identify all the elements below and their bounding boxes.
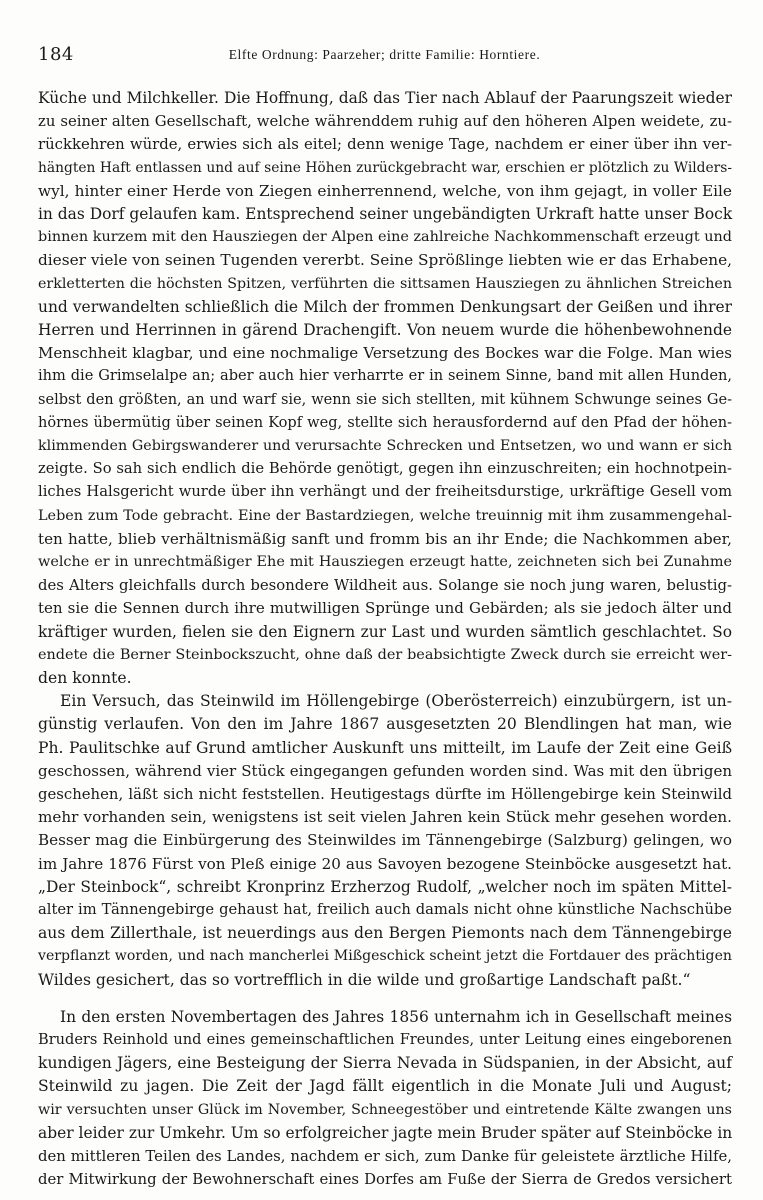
text-line: dieser viele von seinen Tugenden vererbt. Seine Sprößlinge liebten wie er das Erhabene, bbox=[38, 251, 732, 270]
text-line: klimmenden Gebirgswanderer und verursachte Schrecken und Entsetzen, wo und wann er sich bbox=[38, 438, 732, 454]
text-line: günstig verlaufen. Von den im Jahre 1867 ausgesetzten 20 Blendlingen hat man, wie bbox=[38, 715, 732, 734]
text-line: Bruders Reinhold und eines gemeinschaftlichen Freundes, unter Leitung eines eingeborenen bbox=[38, 1031, 732, 1048]
text-line: binnen kurzem mit den Hausziegen der Alpen eine zahlreiche Nachkommenschaft erzeugt und bbox=[38, 229, 732, 246]
text-line: Menschheit klagbar, und eine nochmalige Versetzung des Bockes war die Folge. Man wies bbox=[38, 344, 732, 363]
text-line: Steinwild zu jagen. Die Zeit der Jagd fällt eigentlich in die Monate Juli und August; bbox=[38, 1077, 732, 1096]
text-line: endete die Berner Steinbockszucht, ohne daß der beabsichtigte Zweck durch sie erreicht wer- bbox=[38, 646, 732, 663]
text-line: Ein Versuch, das Steinwild im Höllengebirge (Oberösterreich) einzubürgern, ist un- bbox=[60, 692, 732, 711]
running-head: Elfte Ordnung: Paarzeher; dritte Familie: Horntiere. bbox=[228, 47, 541, 62]
text-line: geschehen, läßt sich nicht feststellen. Heutigestags dürfte im Höllengebirge kein Steinwild bbox=[38, 785, 732, 803]
text-line: hörnes übermütig über seinen Kopf weg, stellte sich herausfordernd auf den Pfad der höhen- bbox=[38, 413, 732, 431]
text-line: kräftiger wurden, fielen sie den Eignern zur Last und wurden sämtlich geschlachtet. So bbox=[38, 622, 732, 641]
text-line: aus dem Zillerthale, ist neuerdings aus den Bergen Piemonts nach dem Tännengebirge bbox=[38, 924, 732, 943]
text-line: aber leider zur Umkehr. Um so erfolgreicher jagte mein Bruder später auf Steinböcke in bbox=[38, 1123, 733, 1142]
text-line: erkletterten die höchsten Spitzen, verführten die sittsamen Hausziegen zu ähnlichen Streichen bbox=[38, 275, 732, 292]
text-line: mehr vorhanden sein, wenigstens ist seit vielen Jahren kein Stück mehr gesehen worden. bbox=[38, 808, 732, 827]
text-line: hängten Haft entlassen und auf seine Höhen zurückgebracht war, erschien er plötzlich zu Wilders- bbox=[38, 159, 732, 176]
text-line: kundigen Jägers, eine Besteigung der Sierra Nevada in Südspanien, in der Absicht, auf bbox=[38, 1054, 732, 1073]
text-line: wyl, hinter einer Herde von Ziegen einherrennend, welche, von ihm gejagt, in voller Eile bbox=[38, 181, 732, 200]
text-line: „Der Steinbock“, schreibt Kronprinz Erzherzog Rudolf, „welcher noch im späten Mittel- bbox=[38, 877, 732, 896]
text-line: geschossen, während vier Stück eingegangen gefunden worden sind. Was mit den übrigen bbox=[38, 761, 732, 780]
text-line: selbst den größten, an und warf sie, wenn sie sich stellten, mit kühnem Schwunge seines Ge- bbox=[38, 390, 732, 408]
text-line: liches Halsgericht wurde über ihn verhängt und der freiheitsdurstige, urkräftige Gesell vom bbox=[38, 483, 732, 501]
text-line: ten hatte, blieb verhältnismäßig sanft und fromm bis an ihr Ende; die Nachkommen aber, bbox=[38, 529, 732, 548]
text-line: Leben zum Tode gebracht. Eine der Bastardziegen, welche treuinnig mit ihm zusammengehal- bbox=[38, 507, 732, 524]
text-line: ihm die Grimselalpe an; aber auch hier verharrte er in seinem Sinne, band mit allen Hunden, bbox=[38, 367, 732, 385]
text-line: zu seiner alten Gesellschaft, welche währenddem ruhig auf den höheren Alpen weidete, zu- bbox=[38, 112, 732, 131]
text-line: Küche und Milchkeller. Die Hoffnung, daß das Tier nach Ablauf der Paarungszeit wieder bbox=[38, 89, 732, 107]
text-line: den mittleren Teilen des Landes, nachdem er sich, zum Danke für geleistete ärztliche Hilfe, bbox=[38, 1147, 732, 1165]
text-line: und verwandelten schließlich die Milch der frommen Denkungsart der Geißen und ihrer bbox=[38, 297, 732, 316]
text-line: rückkehren würde, erwies sich als eitel; denn wenige Tage, nachdem er einer über ihn ver- bbox=[38, 135, 732, 154]
text-line: Ph. Paulitschke auf Grund amtlicher Auskunft uns mitteilt, im Laufe der Zeit eine Geiß bbox=[38, 738, 732, 757]
text-line: den konnte. bbox=[38, 669, 132, 687]
text-line: im Jahre 1876 Fürst von Pleß einige 20 aus Savoyen bezogene Steinböcke ausgesetzt hat. bbox=[38, 854, 732, 873]
page-header bbox=[38, 44, 731, 68]
text-line: Besser mag die Einbürgerung des Steinwildes im Tännengebirge (Salzburg) gelingen, wo bbox=[38, 831, 732, 850]
page-number: 184 bbox=[38, 44, 74, 65]
text-line: in das Dorf gelaufen kam. Entsprechend seiner ungebändigten Urkraft hatte unser Bock bbox=[38, 205, 733, 223]
text-line: der Mitwirkung der Bewohnerschaft eines Dorfes am Fuße der Sierra de Gredos versichert bbox=[38, 1170, 732, 1189]
text-line: Wildes gesichert, das so vortrefflich in die wilde und großartige Landschaft paßt.“ bbox=[38, 970, 691, 989]
text-line: ten sie die Sennen durch ihre mutwilligen Sprünge und Gebärden; als sie jedoch älter und bbox=[38, 599, 732, 618]
text-line: des Alters gleichfalls durch besondere Wildheit aus. Solange sie noch jung waren, belustig- bbox=[38, 576, 732, 595]
text-line: Herren und Herrinnen in gärend Drachengift. Von neuem wurde die höhenbewohnende bbox=[38, 321, 732, 339]
text-line: alter im Tännengebirge gehaust hat, freilich auch damals nicht ohne künstliche Nachschübe bbox=[38, 901, 732, 918]
text-line: zeigte. So sah sich endlich die Behörde genötigt, gegen ihn einzuschreiten; ein hochnotpein- bbox=[38, 460, 732, 478]
text-line: welche er in unrechtmäßiger Ehe mit Hausziegen erzeugt hatte, zeichneten sich bei Zunahme bbox=[38, 554, 732, 570]
text-line: verpflanzt worden, und nach mancherlei Mißgeschick scheint jetzt die Fortdauer des prächtigen bbox=[38, 948, 732, 965]
text-line: wir versuchten unser Glück im November, Schneegestöber und eintretende Kälte zwangen uns bbox=[38, 1101, 732, 1118]
text-line: In den ersten Novembertagen des Jahres 1856 unternahm ich in Gesellschaft meines bbox=[60, 1007, 732, 1026]
